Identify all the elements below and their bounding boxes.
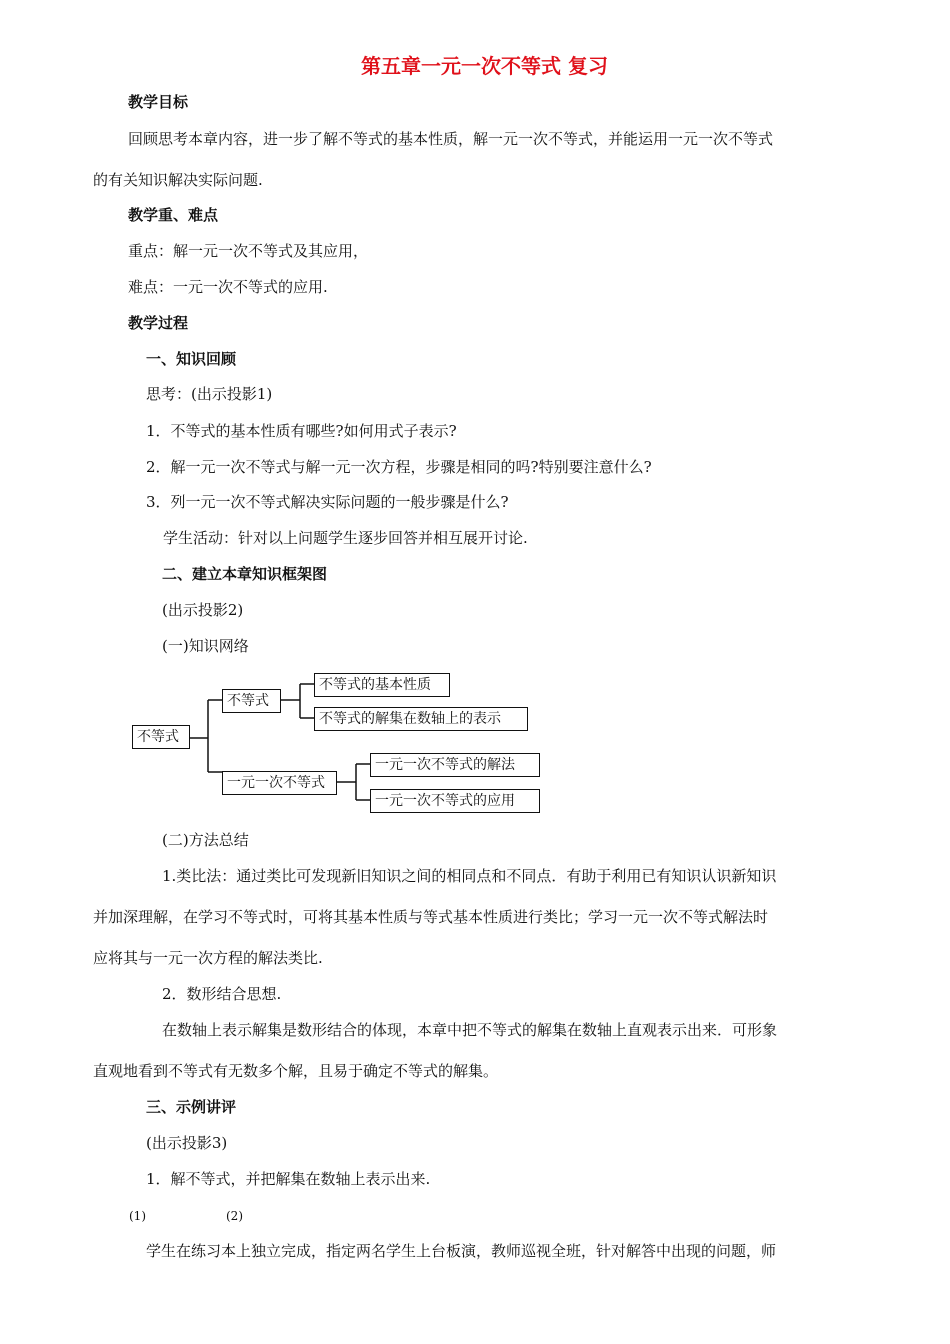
diagram-leaf-node: 一元一次不等式的应用 xyxy=(370,789,540,813)
goals-line: 的有关知识解决实际问题. xyxy=(93,171,263,189)
question-item: 1．不等式的基本性质有哪些?如何用式子表示? xyxy=(146,422,457,440)
example-label: (2) xyxy=(226,1209,243,1223)
diagram-leaf-node: 不等式的基本性质 xyxy=(314,673,450,697)
goals-line: 回顾思考本章内容，进一步了解不等式的基本性质，解一元一次不等式，并能运用一元一次不等式 xyxy=(128,130,774,148)
method-text: 1.类比法：通过类比可发现新旧知识之间的相同点和不同点．有助于利用已有知识认识新知识 xyxy=(162,867,777,885)
projection-note: (出示投影2) xyxy=(162,601,244,619)
student-activity: 学生活动：针对以上问题学生逐步回答并相互展开讨论. xyxy=(163,529,528,547)
key-points-heading: 教学重、难点 xyxy=(128,206,219,224)
method-text: 在数轴上表示解集是数形结合的体现，本章中把不等式的解集在数轴上直观表示出来．可形象 xyxy=(162,1021,778,1039)
method-text: 2．数形结合思想. xyxy=(162,985,282,1003)
key-point-text: 重点：解一元一次不等式及其应用， xyxy=(128,242,369,260)
projection-note: (出示投影3) xyxy=(146,1134,228,1152)
process-heading: 教学过程 xyxy=(128,314,189,332)
method-text: 直观地看到不等式有无数多个解，且易于确定不等式的解集。 xyxy=(93,1062,499,1080)
network-heading: (一)知识网络 xyxy=(162,637,249,655)
section-heading: 三、示例讲评 xyxy=(146,1098,237,1116)
question-item: 3．列一元一次不等式解决实际问题的一般步骤是什么? xyxy=(146,493,509,511)
example-label: (1) xyxy=(129,1209,146,1223)
method-text: 应将其与一元一次方程的解法类比. xyxy=(93,949,323,967)
section-heading: 一、知识回顾 xyxy=(146,350,237,368)
diagram-root-node: 不等式 xyxy=(132,725,190,749)
diagram-branch-node: 不等式 xyxy=(222,689,281,713)
question-item: 2．解一元一次不等式与解一元一次方程，步骤是相同的吗?特别要注意什么? xyxy=(146,458,652,476)
example-text: 1．解不等式，并把解集在数轴上表示出来. xyxy=(146,1170,431,1188)
difficult-point-text: 难点：一元一次不等式的应用. xyxy=(128,278,328,296)
diagram-branch-node: 一元一次不等式 xyxy=(222,771,337,795)
diagram-leaf-node: 一元一次不等式的解法 xyxy=(370,753,540,777)
think-text: 思考：(出示投影1) xyxy=(146,385,273,403)
diagram-leaf-node: 不等式的解集在数轴上的表示 xyxy=(314,707,528,731)
section-heading: 二、建立本章知识框架图 xyxy=(162,565,328,583)
goals-heading: 教学目标 xyxy=(128,93,189,111)
method-text: 并加深理解，在学习不等式时，可将其基本性质与等式基本性质进行类比；学习一元一次不等式解法时 xyxy=(93,908,769,926)
page-title: 第五章一元一次不等式 复习 xyxy=(361,54,608,78)
methods-heading: (二)方法总结 xyxy=(162,831,249,849)
body-text: 学生在练习本上独立完成，指定两名学生上台板演，教师巡视全班，针对解答中出现的问题，师 xyxy=(146,1242,777,1260)
